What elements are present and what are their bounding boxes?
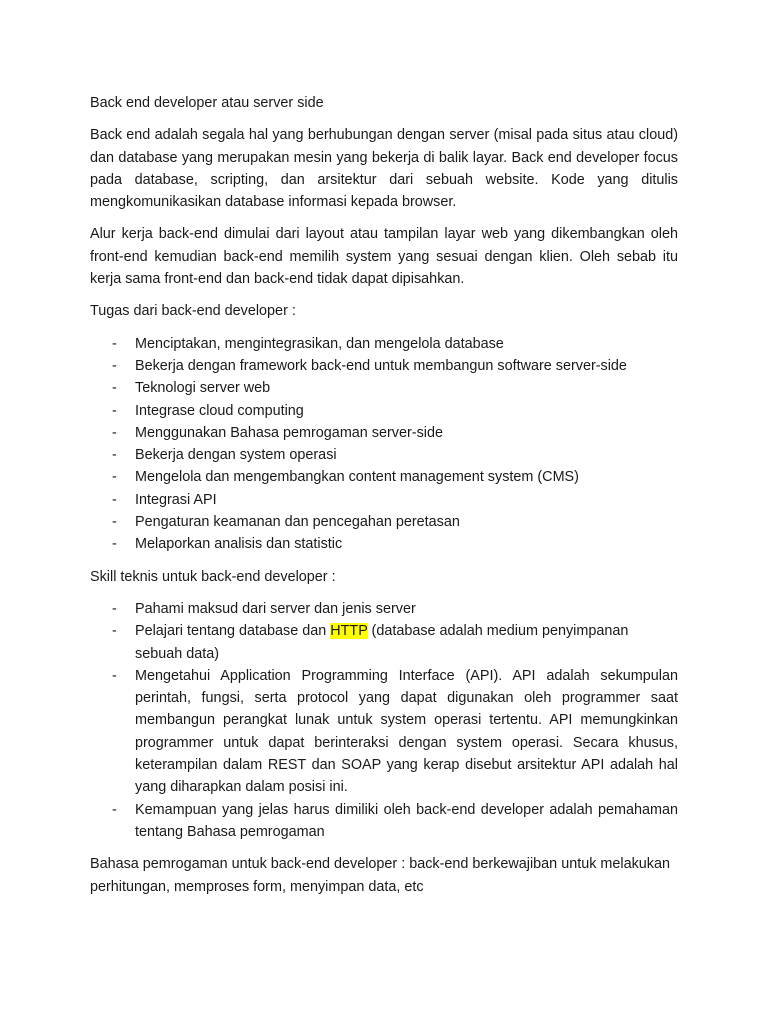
list-item-text-before: Pelajari tentang database dan <box>135 623 331 640</box>
bullet-dash: - <box>112 801 117 818</box>
bullet-dash: - <box>112 335 117 352</box>
list-item-text-after: (database adalah medium penyimpanan sebuah data) <box>135 623 629 662</box>
bullet-dash: - <box>112 402 117 419</box>
list-item-text: Integrase cloud computing <box>135 402 304 419</box>
paragraph-closing: Bahasa pemrogaman untuk back-end developer : back-end berkewajiban untuk melakukan perhitungan, memproses form, menyimpan data, etc <box>90 856 670 895</box>
list-item-text: Menciptakan, mengintegrasikan, dan mengelola database <box>135 335 504 352</box>
bullet-dash: - <box>112 536 117 553</box>
list-item-text: Bekerja dengan system operasi <box>135 447 337 464</box>
document-title: Back end developer atau server side <box>90 95 324 111</box>
list-item-text: Mengelola dan mengembangkan content management system (CMS) <box>135 469 579 486</box>
bullet-dash: - <box>112 667 117 684</box>
skills-heading: Skill teknis untuk back-end developer : <box>90 568 336 585</box>
list-item <box>90 489 678 511</box>
bullet-dash: - <box>112 469 117 486</box>
bullet-dash: - <box>112 380 117 397</box>
list-item <box>90 355 678 377</box>
list-item <box>90 598 678 620</box>
list-item <box>90 620 678 665</box>
paragraph-intro: Back end adalah segala hal yang berhubungan dengan server (misal pada situs atau cloud) dan database yang merupakan mesin yang bekerja di balik layar. Back end developer focus pada database, scripting, dan arsitektur dari sebuah website. Kode yang ditulis mengkomunikasikan database informasi kepada browser. <box>90 127 678 211</box>
list-item-text: Melaporkan analisis dan statistic <box>135 536 343 553</box>
list-item <box>90 511 678 533</box>
list-item <box>90 400 678 422</box>
list-item <box>90 444 678 466</box>
list-item-text: Pengaturan keamanan dan pencegahan peretasan <box>135 514 460 531</box>
list-item-text: Kemampuan yang jelas harus dimiliki oleh back-end developer adalah pemahaman tentang Bahasa pemrogaman <box>135 801 678 840</box>
tasks-heading: Tugas dari back-end developer : <box>90 303 296 320</box>
bullet-dash: - <box>112 514 117 531</box>
highlighted-text: HTTP <box>330 623 368 640</box>
list-item <box>90 333 678 355</box>
document-body <box>90 92 678 908</box>
list-item <box>90 377 678 399</box>
bullet-dash: - <box>112 491 117 508</box>
bullet-dash: - <box>112 447 117 464</box>
bullet-dash: - <box>112 600 117 617</box>
list-item <box>90 422 678 444</box>
list-item <box>90 665 678 799</box>
list-item-text: Teknologi server web <box>135 380 271 397</box>
list-item <box>90 799 678 844</box>
list-item-text: Integrasi API <box>135 491 217 508</box>
list-item-text: Bekerja dengan framework back-end untuk membangun software server-side <box>135 357 627 374</box>
bullet-dash: - <box>112 357 117 374</box>
bullet-dash: - <box>112 623 117 640</box>
list-item <box>90 533 678 555</box>
list-item <box>90 466 678 488</box>
list-item-text: Mengetahui Application Programming Interface (API). API adalah sekumpulan perintah, fungsi, serta protocol yang dapat digunakan oleh programmer saat membangun perangkat lunak untuk system operasi tertentu. API memungkinkan programmer untuk dapat berinteraksi dengan system operasi. Secara khusus, keterampilan dalam REST dan SOAP yang kerap disebut arsitektur API adalah hal yang diharapkan dalam posisi ini. <box>135 667 678 796</box>
list-item-text: Menggunakan Bahasa pemrogaman server-side <box>135 424 443 441</box>
skills-list <box>90 598 678 843</box>
list-item-text: Pahami maksud dari server dan jenis server <box>135 600 416 617</box>
bullet-dash: - <box>112 424 117 441</box>
paragraph-workflow: Alur kerja back-end dimulai dari layout atau tampilan layar web yang dikembangkan oleh front-end kemudian back-end memilih system yang sesuai dengan klien. Oleh sebab itu kerja sama front-end dan back-end tidak dapat dipisahkan. <box>90 226 678 288</box>
tasks-list <box>90 333 678 556</box>
